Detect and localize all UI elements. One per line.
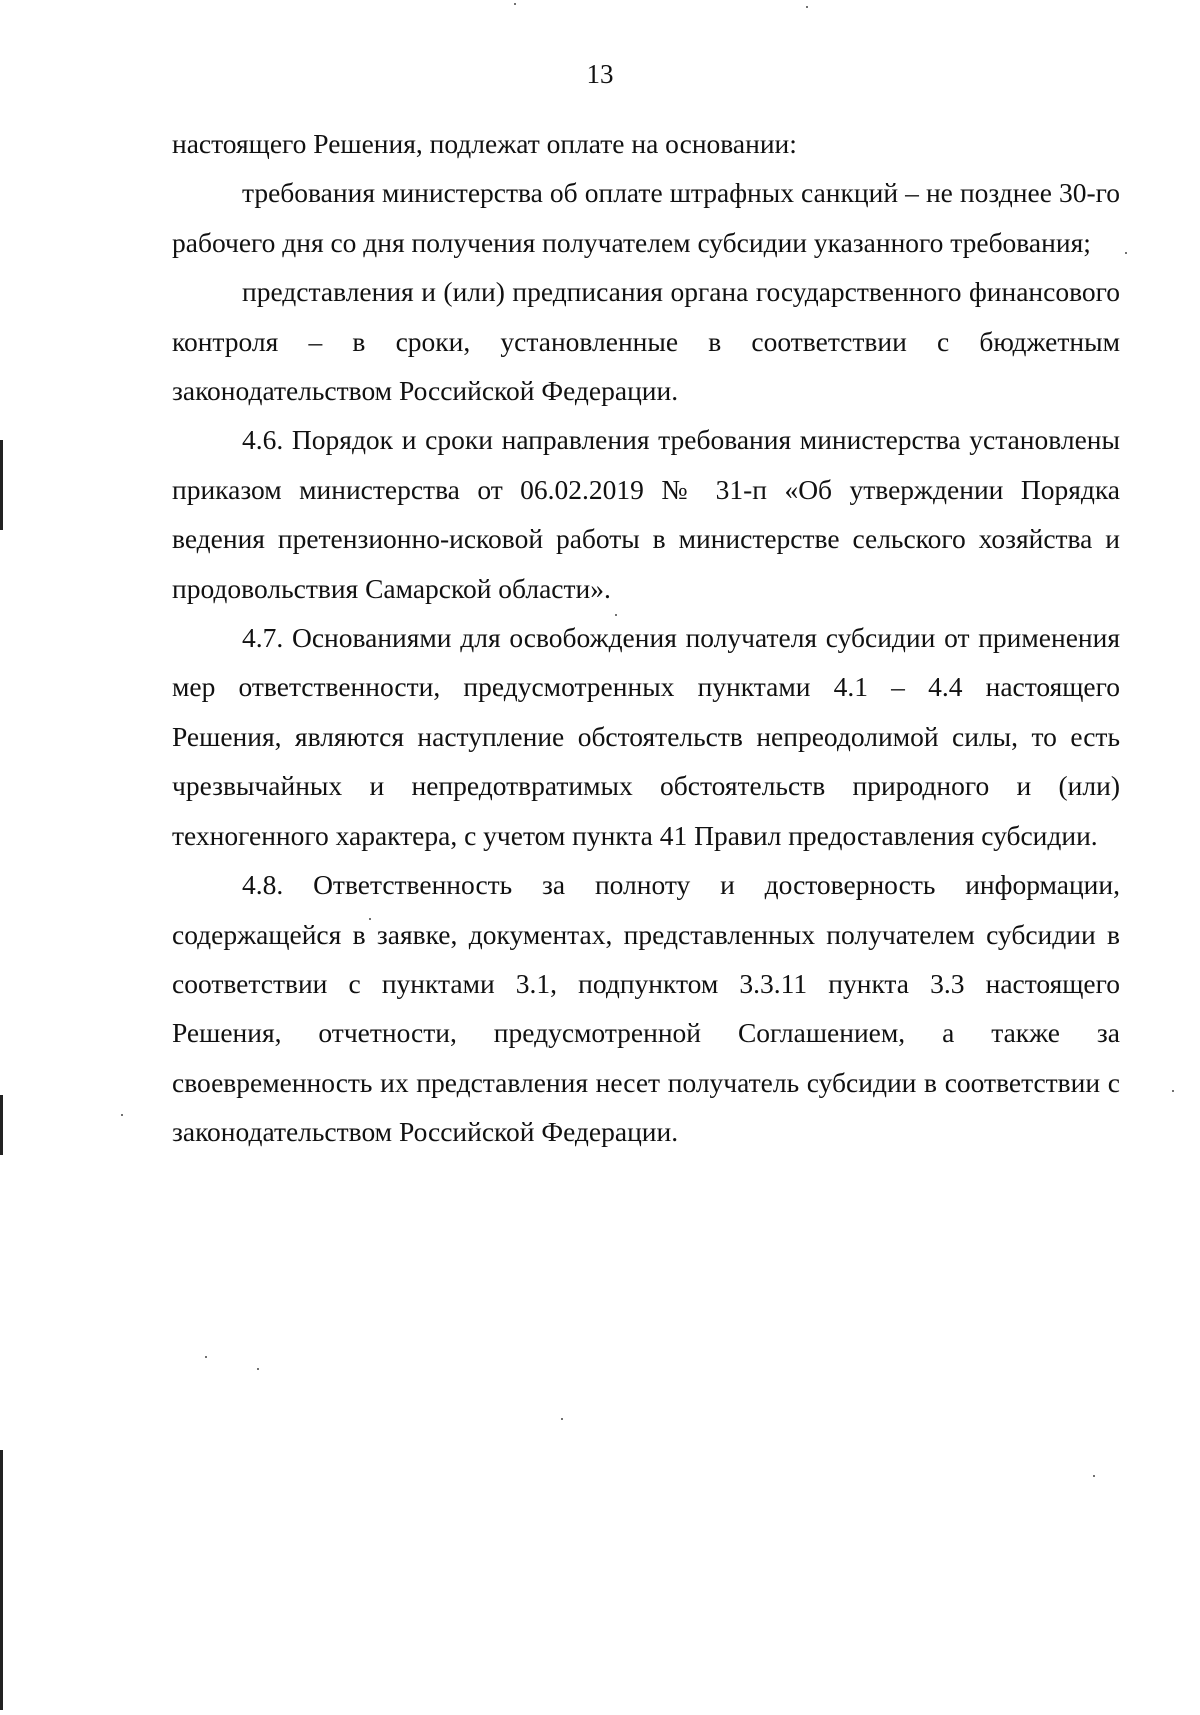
scan-edge-mark [0,1095,3,1155]
page-number: 13 [586,59,614,89]
scan-speck [1125,252,1127,254]
scan-edge-mark [0,1450,3,1710]
scan-speck [514,3,516,5]
scan-speck [121,1114,123,1116]
paragraph-4-6: 4.6. Порядок и сроки направления требования министерства установлены приказом министерства от 06.02.2019 № 31-п «Об утверждении Порядка ведения претензионно-исковой работы в министерстве сельского хозяйства и продовольствия Самарской области». [172,424,1120,604]
paragraph: требования министерства об оплате штрафных санкций – не позднее 30-го рабочего дня со дня получения получателем субсидии указанного требования; [172,177,1120,258]
scan-speck [1172,1090,1174,1092]
document-body [172,119,1120,1157]
paragraph: представления и (или) предписания органа государственного финансового контроля – в сроки, установленные в соответствии с бюджетным законодательством Российской Федерации. [172,276,1120,407]
scan-edge-mark [0,440,3,530]
scan-speck [806,6,808,8]
scan-speck [205,1356,207,1358]
paragraph-4-7: 4.7. Основаниями для освобождения получателя субсидии от применения мер ответственности, предусмотренных пунктами 4.1 – 4.4 настоящего Решения, являются наступление обстоятельств непреодолимой силы, то есть чрезвычайных и непредотвратимых обстоятельств природного и (или) техногенного характера, с учетом пункта 41 Правил предоставления субсидии. [172,622,1120,851]
scan-speck [561,1418,563,1420]
scan-speck [1093,1475,1095,1477]
paragraph-4-8: 4.8. Ответственность за полноту и достоверность информации, содержащейся в заявке, документах, представленных получателем субсидии в соответствии с пунктами 3.1, подпунктом 3.3.11 пункта 3.3 настоящего Решения, отчетности, предусмотренной Соглашением, а также за своевременность их представления несет получатель субсидии в соответствии с законодательством Российской Федерации. [172,869,1120,1148]
scan-speck [257,1368,259,1370]
paragraph-continuation: настоящего Решения, подлежат оплате на основании: [172,128,797,159]
